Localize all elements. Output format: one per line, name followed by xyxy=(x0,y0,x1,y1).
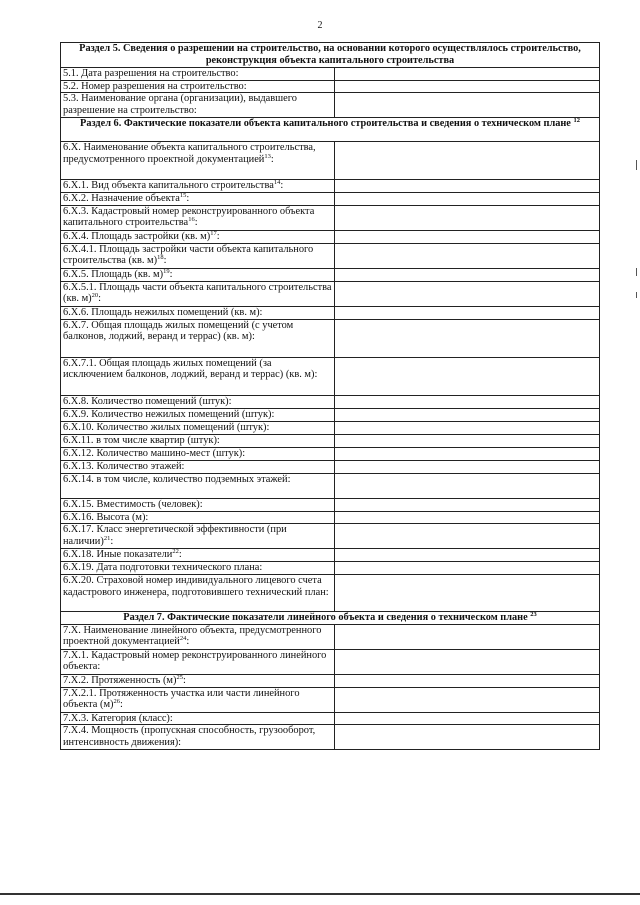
section6-row xyxy=(61,243,600,268)
field-label xyxy=(61,306,335,319)
field-label-text: 7.Х.1. Кадастровый номер реконструированного линейного объекта: xyxy=(63,649,327,673)
field-value[interactable] xyxy=(335,306,600,319)
section6-title-text: Раздел 6. Фактические показатели объекта капитального строительства и сведения о техническом плане xyxy=(80,118,571,130)
form-table xyxy=(60,42,600,750)
field-label-text: 6.Х.1. Вид объекта капитального строительства xyxy=(63,180,274,192)
field-value[interactable] xyxy=(335,142,600,180)
field-value[interactable] xyxy=(335,180,600,193)
footnote-ref: 25 xyxy=(176,674,183,681)
section6-row xyxy=(61,395,600,408)
field-label-colon: : xyxy=(186,636,190,648)
field-label xyxy=(61,687,335,712)
footnote-ref: 16 xyxy=(188,216,195,224)
field-value[interactable] xyxy=(335,408,600,421)
field-label-colon: : xyxy=(182,674,186,686)
field-label xyxy=(61,498,335,511)
field-value[interactable] xyxy=(335,549,600,562)
section6-row xyxy=(61,511,600,524)
section7-row xyxy=(61,725,600,750)
section6-row xyxy=(61,524,600,549)
field-label xyxy=(61,142,335,180)
field-label xyxy=(61,447,335,460)
section5-row xyxy=(61,80,600,93)
field-label-text: 6.Х.19. Дата подготовки технического плана: xyxy=(63,562,263,574)
section6-row xyxy=(61,447,600,460)
field-label xyxy=(61,624,335,649)
field-value[interactable] xyxy=(335,268,600,281)
footnote-ref: 17 xyxy=(210,230,217,237)
field-value[interactable] xyxy=(335,421,600,434)
field-label-text: 6.Х.7.1. Общая площадь жилых помещений (за исключением балконов, лоджий, веранд и террас) (кв. м): xyxy=(63,357,318,381)
field-value[interactable] xyxy=(335,192,600,205)
field-value[interactable] xyxy=(335,574,600,611)
section6-row xyxy=(61,180,600,193)
field-value[interactable] xyxy=(335,80,600,93)
field-label-colon: : xyxy=(270,153,274,165)
field-label-colon: : xyxy=(98,293,102,305)
section6-row xyxy=(61,549,600,562)
section5-row xyxy=(61,68,600,81)
field-value[interactable] xyxy=(335,562,600,575)
field-label xyxy=(61,319,335,357)
field-label xyxy=(61,281,335,306)
field-label xyxy=(61,408,335,421)
field-label-text: 6.Х.7. Общая площадь жилых помещений (с учетом балконов, лоджий, веранд и террас) (кв. м): xyxy=(63,319,294,343)
field-label xyxy=(61,243,335,268)
section6-row xyxy=(61,421,600,434)
field-label-text: 6.Х.12. Количество машино-мест (штук): xyxy=(63,447,246,459)
field-label xyxy=(61,562,335,575)
field-value[interactable] xyxy=(335,281,600,306)
field-label-text: 6.Х.15. Вместимость (человек): xyxy=(63,498,203,510)
footnote-ref: 26 xyxy=(113,698,120,706)
section6-row xyxy=(61,268,600,281)
footnote-ref: 18 xyxy=(157,254,164,262)
section6-row xyxy=(61,142,600,180)
section6-title xyxy=(61,118,600,142)
field-label-text: 5.2. Номер разрешения на строительство: xyxy=(63,80,247,92)
field-label-colon: : xyxy=(163,255,167,267)
section5-title xyxy=(61,43,600,68)
section6-row xyxy=(61,562,600,575)
field-label-text: 6.Х.10. Количество жилых помещений (штук): xyxy=(63,421,270,433)
field-label-text: 5.1. Дата разрешения на строительство: xyxy=(63,68,239,79)
section6-row xyxy=(61,460,600,473)
field-value[interactable] xyxy=(335,230,600,243)
section6-header-row xyxy=(61,118,600,142)
section7-row xyxy=(61,624,600,649)
scan-edge-mark xyxy=(636,268,637,276)
field-label xyxy=(61,434,335,447)
section6-row xyxy=(61,281,600,306)
field-label-text: 6.Х.9. Количество нежилых помещений (штук): xyxy=(63,408,275,420)
field-label-text: 6.Х.18. Иные показатели xyxy=(63,549,173,561)
field-value[interactable] xyxy=(335,93,600,118)
field-label xyxy=(61,524,335,549)
footnote-ref: 15 xyxy=(179,192,187,199)
field-label-text: 6.Х.14. в том числе, количество подземных этажей: xyxy=(63,473,291,485)
field-value[interactable] xyxy=(335,649,600,674)
field-value[interactable] xyxy=(335,357,600,395)
field-label xyxy=(61,205,335,230)
scan-edge-mark xyxy=(636,292,637,298)
field-label-text: 6.Х.4.1. Площадь застройки части объекта капитального строительства (кв. м) xyxy=(63,243,314,267)
section5-header-row xyxy=(61,43,600,68)
field-label-text: 7.Х.4. Мощность (пропускная способность, грузооборот, интенсивность движения): xyxy=(63,725,316,748)
field-label xyxy=(61,395,335,408)
footnote-ref: 19 xyxy=(163,268,170,275)
field-label xyxy=(61,649,335,674)
field-label-colon: : xyxy=(120,699,123,711)
page-bottom-border xyxy=(0,893,640,895)
footnote-ref: 12 xyxy=(573,117,580,125)
field-label-text: 7.Х.3. Категория (класс): xyxy=(63,712,173,724)
field-label xyxy=(61,421,335,434)
field-label-text: 7.Х.2. Протяженность (м) xyxy=(63,674,177,686)
field-label xyxy=(61,230,335,243)
field-label-colon: : xyxy=(216,230,220,242)
field-value[interactable] xyxy=(335,687,600,712)
field-label-colon: : xyxy=(169,268,173,280)
field-label xyxy=(61,180,335,193)
field-value[interactable] xyxy=(335,434,600,447)
field-label-text: 6.Х.11. в том числе квартир (штук): xyxy=(63,434,220,446)
section7-title-text: Раздел 7. Фактические показатели линейного объекта и сведения о техническом плане xyxy=(123,611,528,623)
footnote-ref: 14 xyxy=(273,179,281,187)
field-label-text: 7.Х. Наименование линейного объекта, предусмотренного проектной документацией xyxy=(63,624,322,648)
field-label-colon: : xyxy=(280,180,284,192)
field-label-text: 6.Х.6. Площадь нежилых помещений (кв. м): xyxy=(63,306,263,318)
footnote-ref: 13 xyxy=(264,152,271,160)
field-label-colon: : xyxy=(194,217,198,229)
field-label xyxy=(61,574,335,611)
field-value[interactable] xyxy=(335,395,600,408)
section6-row xyxy=(61,498,600,511)
field-label xyxy=(61,357,335,395)
field-label xyxy=(61,511,335,524)
section5-row xyxy=(61,93,600,118)
field-value[interactable] xyxy=(335,243,600,268)
field-label-text: 6.Х.17. Класс энергетической эффективности (при наличии) xyxy=(63,524,287,547)
section6-row xyxy=(61,205,600,230)
section7-title xyxy=(61,611,600,624)
section6-row xyxy=(61,434,600,447)
scan-edge-mark xyxy=(636,160,637,170)
footnote-ref: 21 xyxy=(103,534,111,542)
field-value[interactable] xyxy=(335,473,600,498)
field-value[interactable] xyxy=(335,68,600,81)
field-value[interactable] xyxy=(335,460,600,473)
field-label-text: 6.Х.5. Площадь (кв. м) xyxy=(63,268,164,280)
footnote-ref: 20 xyxy=(91,292,99,300)
field-value[interactable] xyxy=(335,319,600,357)
footnote-ref: 23 xyxy=(530,611,537,618)
section7-row xyxy=(61,687,600,712)
field-label-text: 6.Х. Наименование объекта капитального строительства, предусмотренного проектной документацией xyxy=(63,142,316,165)
field-label xyxy=(61,68,335,81)
field-label-colon: : xyxy=(186,192,190,204)
field-value[interactable] xyxy=(335,725,600,750)
field-value[interactable] xyxy=(335,624,600,649)
field-value[interactable] xyxy=(335,447,600,460)
section6-row xyxy=(61,306,600,319)
section6-row xyxy=(61,357,600,395)
field-label xyxy=(61,80,335,93)
field-label-text: 6.Х.5.1. Площадь части объекта капитального строительства (кв. м) xyxy=(63,281,332,305)
field-label xyxy=(61,674,335,687)
field-label-text: 7.Х.2.1. Протяженность участка или части линейного объекта (м) xyxy=(63,687,300,711)
footnote-ref: 22 xyxy=(172,548,179,556)
field-label-text: 6.Х.3. Кадастровый номер реконструированного объекта капитального строительства xyxy=(63,205,315,229)
section7-header-row xyxy=(61,611,600,624)
section6-row xyxy=(61,408,600,421)
section6-row xyxy=(61,192,600,205)
field-label-text: 6.Х.20. Страховой номер индивидуального лицевого счета кадастрового инженера, подготовившего технический план: xyxy=(63,574,329,598)
field-label xyxy=(61,712,335,725)
field-label xyxy=(61,460,335,473)
field-label xyxy=(61,473,335,498)
field-label-colon: : xyxy=(110,535,114,547)
page-number: 2 xyxy=(317,20,323,31)
section7-row xyxy=(61,674,600,687)
field-label xyxy=(61,268,335,281)
field-label-text: 6.Х.4. Площадь застройки (кв. м) xyxy=(63,230,211,242)
field-label xyxy=(61,192,335,205)
field-value[interactable] xyxy=(335,205,600,230)
section6-row xyxy=(61,319,600,357)
field-label-text: 6.Х.2. Назначение объекта xyxy=(63,192,180,204)
field-value[interactable] xyxy=(335,498,600,511)
field-label-text: 5.3. Наименование органа (организации), выдавшего разрешение на строительство: xyxy=(63,93,297,116)
section7-row xyxy=(61,712,600,725)
field-value[interactable] xyxy=(335,511,600,524)
field-label xyxy=(61,549,335,562)
field-label xyxy=(61,725,335,750)
field-label-text: 6.Х.13. Количество этажей: xyxy=(63,460,185,472)
section6-row xyxy=(61,473,600,498)
field-value[interactable] xyxy=(335,674,600,687)
field-label-text: 6.Х.8. Количество помещений (штук): xyxy=(63,395,232,407)
field-label-colon: : xyxy=(178,549,182,561)
field-label xyxy=(61,93,335,118)
section6-row xyxy=(61,574,600,611)
field-value[interactable] xyxy=(335,712,600,725)
footnote-ref: 24 xyxy=(179,635,187,643)
section6-row xyxy=(61,230,600,243)
field-value[interactable] xyxy=(335,524,600,549)
section7-row xyxy=(61,649,600,674)
field-label-text: 6.Х.16. Высота (м): xyxy=(63,511,149,523)
section5-title-text: Раздел 5. Сведения о разрешении на строительство, на основании которого осуществлялось строительство, реконструкция объекта капитального строительства xyxy=(79,43,581,66)
